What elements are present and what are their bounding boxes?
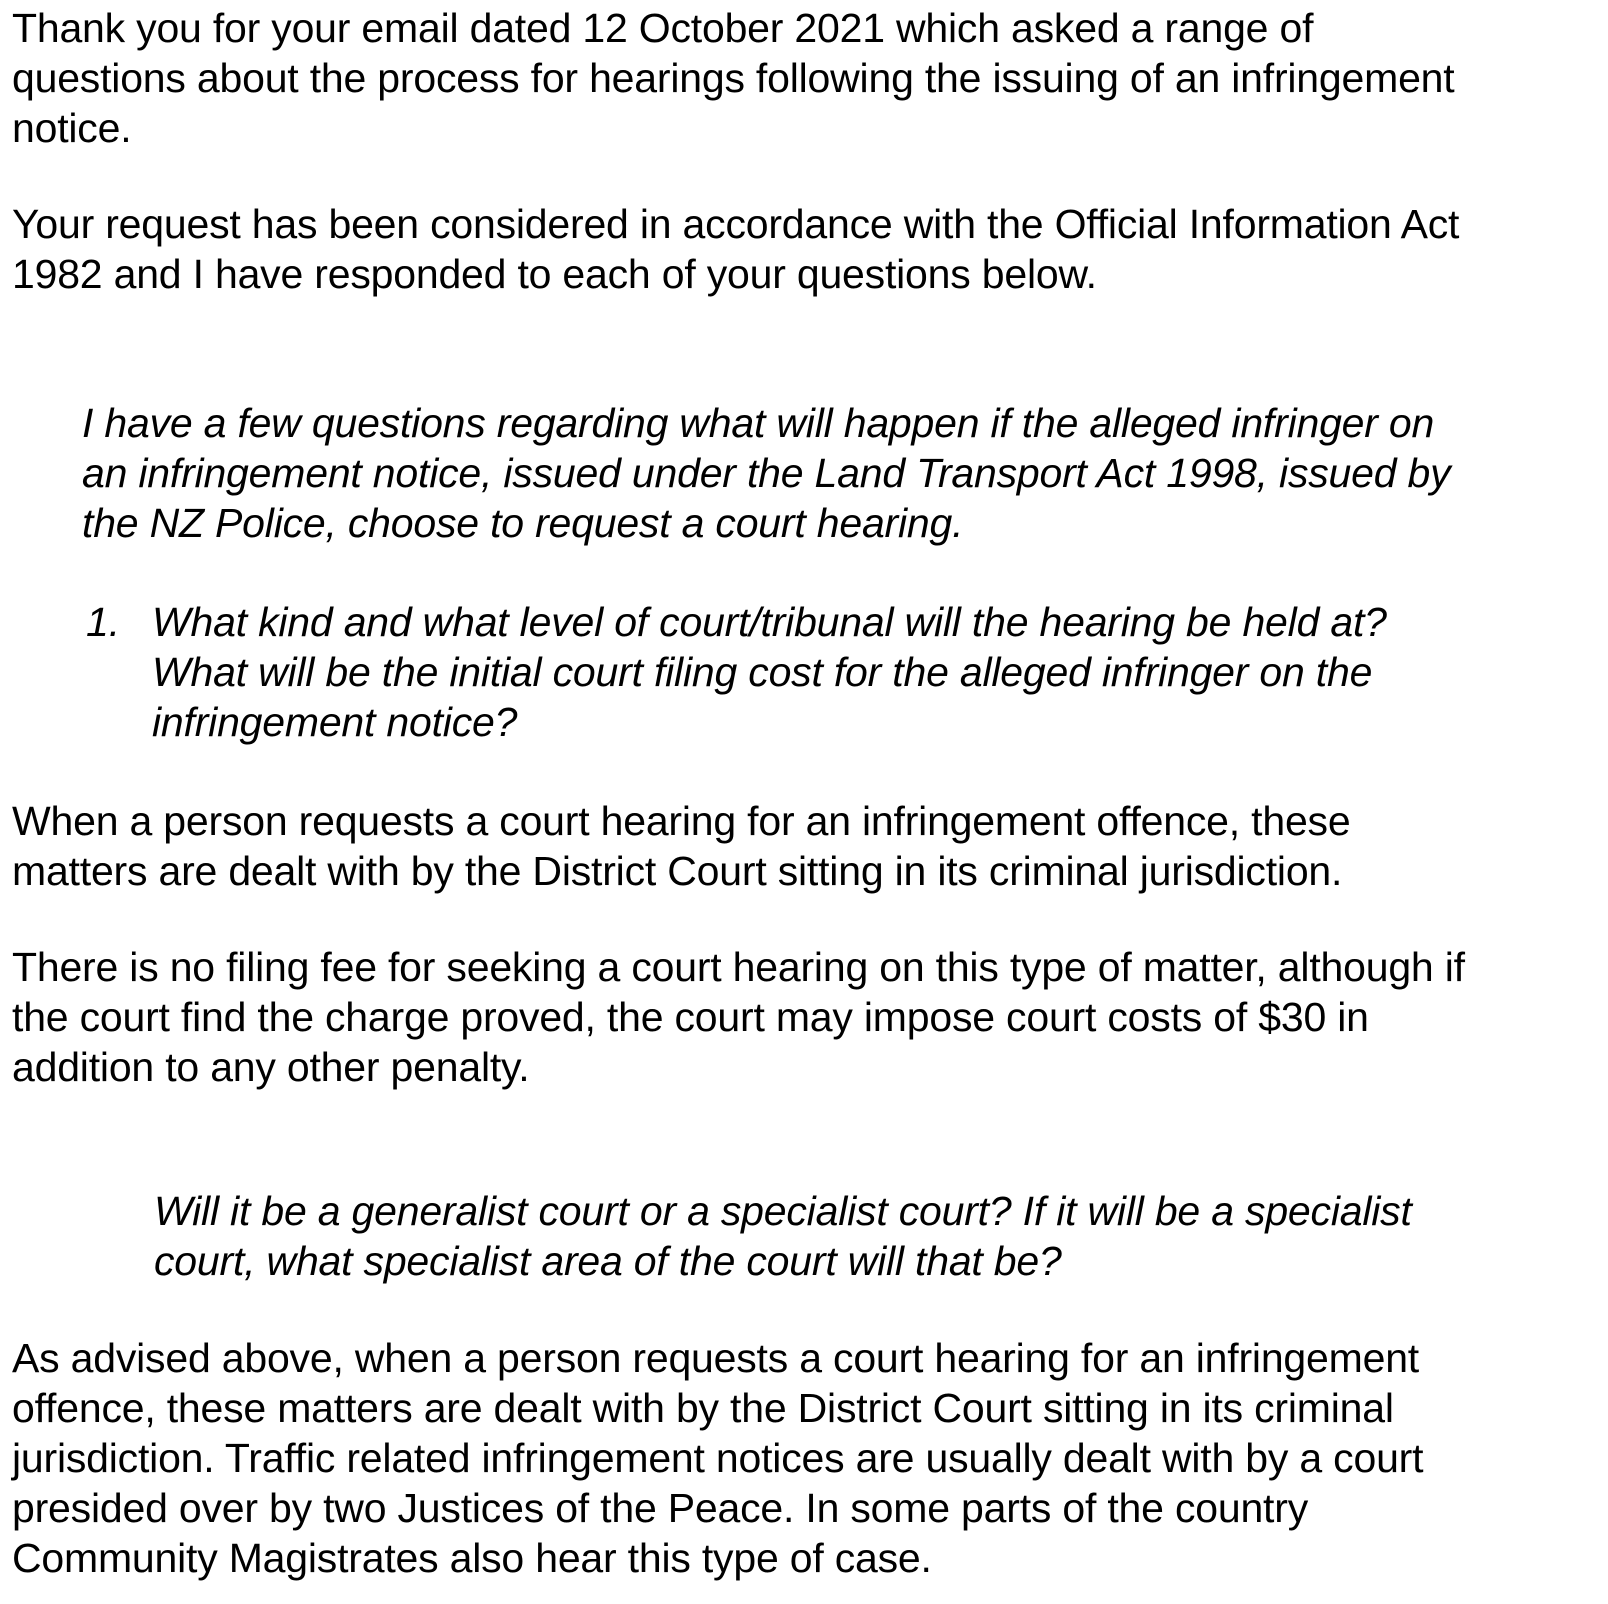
request-line: 1982 and I have responded to each of your questions below. — [12, 251, 1097, 297]
intro-line: Thank you for your email dated 12 October 2021 which asked a range of — [12, 5, 1314, 51]
intro-line: notice. — [12, 105, 132, 151]
request-line: Your request has been considered in accordance with the Official Information Act — [12, 201, 1460, 247]
answer-1-line: matters are dealt with by the District Court sitting in its criminal jurisdiction. — [12, 848, 1343, 894]
answer-2-line: jurisdiction. Traffic related infringement notices are usually dealt with by a court — [12, 1435, 1424, 1481]
question-1-line: What will be the initial court filing cost for the alleged infringer on the — [152, 649, 1373, 695]
answer-2-line: presided over by two Justices of the Peace. In some parts of the country — [12, 1485, 1308, 1531]
answer-2-line: Community Magistrates also hear this type of case. — [12, 1535, 932, 1581]
answer-2-line: offence, these matters are dealt with by the District Court sitting in its criminal — [12, 1385, 1394, 1431]
question-2-line: Will it be a generalist court or a specialist court? If it will be a specialist — [154, 1188, 1412, 1234]
question-1-line: What kind and what level of court/tribunal will the hearing be held at? — [152, 599, 1387, 645]
answer-1-fee-line: addition to any other penalty. — [12, 1044, 530, 1090]
question-2-line: court, what specialist area of the court will that be? — [154, 1238, 1062, 1284]
quoted-question-line: I have a few questions regarding what will happen if the alleged infringer on — [82, 400, 1435, 446]
quoted-question-line: the NZ Police, choose to request a court hearing. — [82, 500, 964, 546]
answer-1-line: When a person requests a court hearing for an infringement offence, these — [12, 798, 1351, 844]
answer-2-line: As advised above, when a person requests a court hearing for an infringement — [12, 1335, 1419, 1381]
answer-1-fee-line: There is no filing fee for seeking a court hearing on this type of matter, although if — [12, 944, 1465, 990]
answer-1-fee-line: the court find the charge proved, the court may impose court costs of $30 in — [12, 994, 1369, 1040]
question-1-line: infringement notice? — [152, 699, 518, 745]
intro-line: questions about the process for hearings following the issuing of an infringement — [12, 55, 1455, 101]
quoted-question-line: an infringement notice, issued under the Land Transport Act 1998, issued by — [82, 450, 1451, 496]
question-number: 1. — [86, 599, 121, 645]
